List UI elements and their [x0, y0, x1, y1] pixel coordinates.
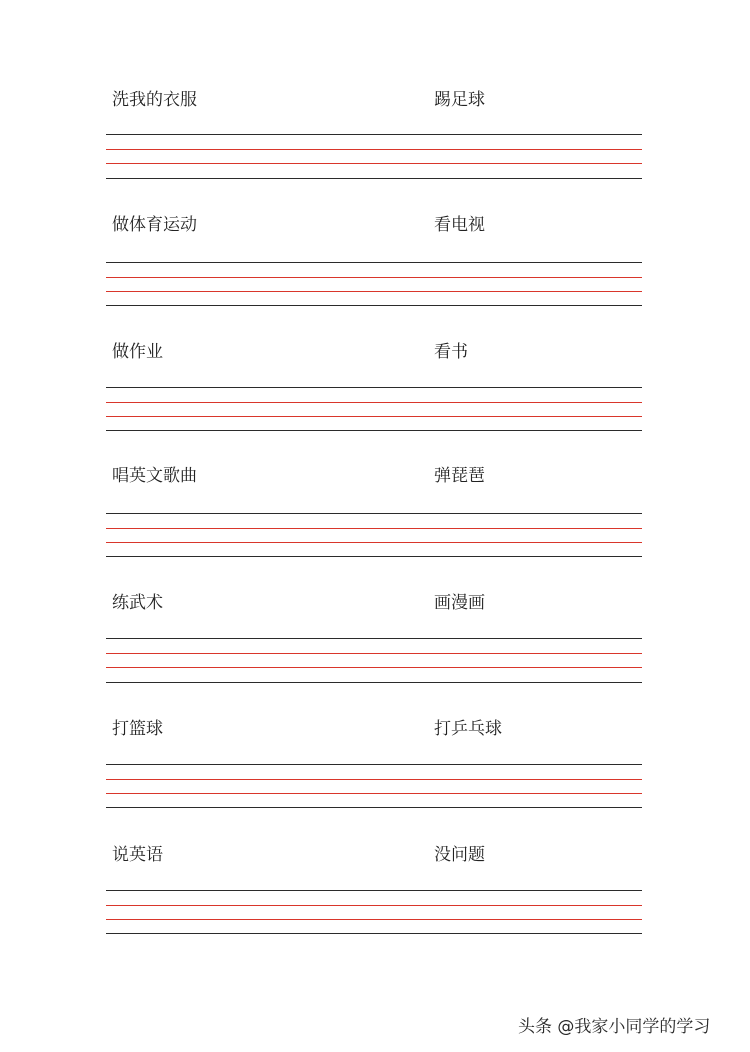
- top-guide-line: [106, 387, 642, 388]
- writing-lines: [106, 262, 642, 308]
- phrase-row: [0, 465, 750, 591]
- phrase-right: 打乒乓球: [434, 719, 502, 739]
- red-guide-line: [106, 149, 642, 150]
- red-guide-line: [106, 163, 642, 164]
- writing-lines: [106, 890, 642, 936]
- writing-lines: [106, 513, 642, 559]
- top-guide-line: [106, 890, 642, 891]
- phrase-row: [0, 718, 750, 844]
- top-guide-line: [106, 764, 642, 765]
- phrase-row: [0, 844, 750, 970]
- phrase-right: 踢足球: [434, 90, 485, 110]
- top-guide-line: [106, 134, 642, 135]
- phrase-right: 画漫画: [434, 593, 485, 613]
- bottom-guide-line: [106, 305, 642, 306]
- phrase-right: 看电视: [434, 215, 485, 235]
- red-guide-line: [106, 291, 642, 292]
- red-guide-line: [106, 277, 642, 278]
- red-guide-line: [106, 416, 642, 417]
- phrase-right: 看书: [434, 342, 468, 362]
- phrase-row: [0, 89, 750, 215]
- phrase-row: [0, 214, 750, 340]
- bottom-guide-line: [106, 178, 642, 179]
- phrase-row: [0, 341, 750, 467]
- red-guide-line: [106, 905, 642, 906]
- writing-lines: [106, 134, 642, 180]
- writing-lines: [106, 638, 642, 684]
- top-guide-line: [106, 513, 642, 514]
- bottom-guide-line: [106, 556, 642, 557]
- phrase-left: 做作业: [112, 342, 163, 362]
- phrase-right: 没问题: [434, 845, 485, 865]
- phrase-right: 弹琵琶: [434, 466, 485, 486]
- red-guide-line: [106, 528, 642, 529]
- phrase-left: 练武术: [112, 593, 163, 613]
- phrase-left: 做体育运动: [112, 215, 197, 235]
- writing-lines: [106, 387, 642, 433]
- top-guide-line: [106, 638, 642, 639]
- top-guide-line: [106, 262, 642, 263]
- red-guide-line: [106, 653, 642, 654]
- writing-lines: [106, 764, 642, 810]
- bottom-guide-line: [106, 933, 642, 934]
- phrase-row: [0, 592, 750, 718]
- phrase-left: 打篮球: [112, 719, 163, 739]
- bottom-guide-line: [106, 807, 642, 808]
- red-guide-line: [106, 667, 642, 668]
- red-guide-line: [106, 402, 642, 403]
- bottom-guide-line: [106, 682, 642, 683]
- red-guide-line: [106, 919, 642, 920]
- phrase-left: 洗我的衣服: [112, 90, 197, 110]
- phrase-left: 唱英文歌曲: [112, 466, 197, 486]
- red-guide-line: [106, 793, 642, 794]
- red-guide-line: [106, 542, 642, 543]
- phrase-left: 说英语: [112, 845, 163, 865]
- watermark: 头条 @我家小同学的学习: [518, 1017, 711, 1037]
- red-guide-line: [106, 779, 642, 780]
- bottom-guide-line: [106, 430, 642, 431]
